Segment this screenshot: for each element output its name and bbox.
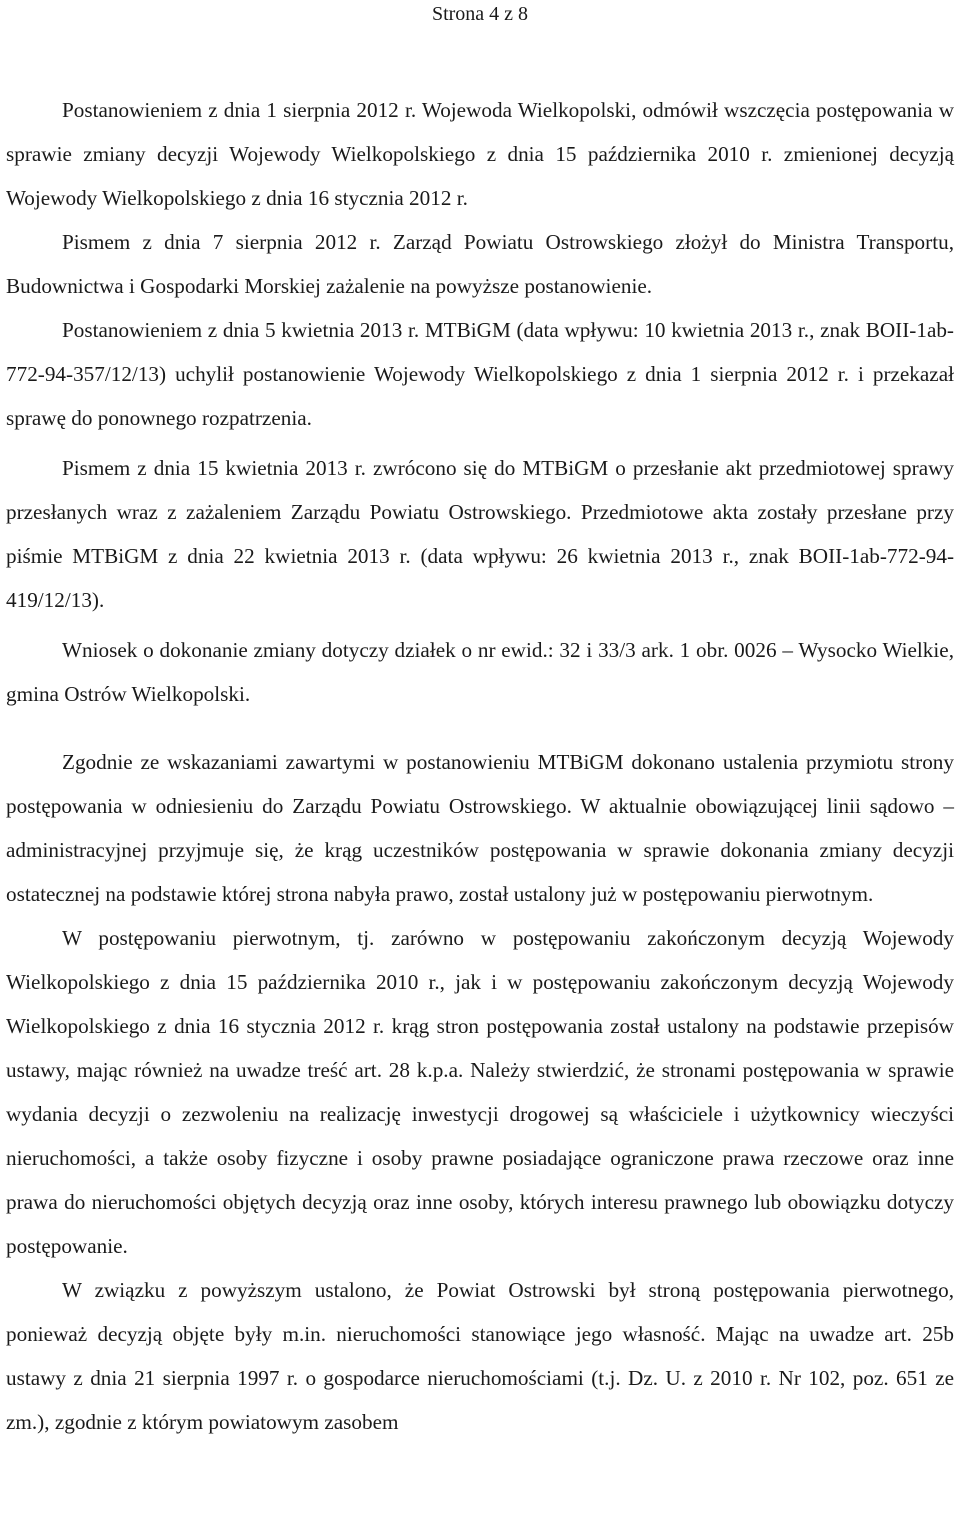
page-number: Strona 4 z 8 bbox=[431, 3, 529, 25]
paragraph-7: W postępowaniu pierwotnym, tj. zarówno w postępowaniu zakończonym decyzją Wojewody Wielkopolskiego z dnia 15 października 2010 r., jak i w postępowaniu zakończonym decyzją Wojewody Wielkopolskiego z dnia 16 stycznia 2012 r. krąg stron postępowania został ustalony na podstawie przepisów ustawy, mając również na uwadze treść art. 28 k.p.a. Należy stwierdzić, że stronami postępowania w sprawie wydania decyzji o zezwoleniu na realizację inwestycji drogowej są właściciele i użytkownicy wieczyści nieruchomości, a także osoby fizyczne i osoby prawne posiadające ograniczone prawa rzeczowe oraz inne prawa do nieruchomości objętych decyzją oraz inne osoby, których interesu prawnego lub obowiązku dotyczy postępowanie. bbox=[6, 926, 954, 1258]
document-body bbox=[6, 88, 954, 1444]
paragraph-6: Zgodnie ze wskazaniami zawartymi w postanowieniu MTBiGM dokonano ustalenia przymiotu strony postępowania w odniesieniu do Zarządu Powiatu Ostrowskiego. W aktualnie obowiązującej linii sądowo – administracyjnej przyjmuje się, że krąg uczestników postępowania w sprawie dokonania zmiany decyzji ostatecznej na podstawie której strona nabyła prawo, został ustalony już w postępowaniu pierwotnym. bbox=[6, 750, 954, 906]
paragraph-8: W związku z powyższym ustalono, że Powiat Ostrowski był stroną postępowania pierwotnego, ponieważ decyzją objęte były m.in. nieruchomości stanowiące jego własność. Mając na uwadze art. 25b ustawy z dnia 21 sierpnia 1997 r. o gospodarce nieruchomościami (t.j. Dz. U. z 2010 r. Nr 102, poz. 651 ze zm.), zgodnie z którym powiatowym zasobem bbox=[6, 1278, 954, 1434]
paragraph-2: Pismem z dnia 7 sierpnia 2012 r. Zarząd Powiatu Ostrowskiego złożył do Ministra Transportu, Budownictwa i Gospodarki Morskiej zażalenie na powyższe postanowienie. bbox=[6, 230, 954, 298]
paragraph-5: Wniosek o dokonanie zmiany dotyczy działek o nr ewid.: 32 i 33/3 ark. 1 obr. 0026 – Wysocko Wielkie, gmina Ostrów Wielkopolski. bbox=[6, 638, 954, 706]
paragraph-3: Postanowieniem z dnia 5 kwietnia 2013 r. MTBiGM (data wpływu: 10 kwietnia 2013 r., znak BOII-1ab-772-94-357/12/13) uchylił postanowienie Wojewody Wielkopolskiego z dnia 1 sierpnia 2012 r. i przekazał sprawę do ponownego rozpatrzenia. bbox=[6, 318, 954, 430]
paragraph-4: Pismem z dnia 15 kwietnia 2013 r. zwrócono się do MTBiGM o przesłanie akt przedmiotowej sprawy przesłanych wraz z zażaleniem Zarządu Powiatu Ostrowskiego. Przedmiotowe akta zostały przesłane przy piśmie MTBiGM z dnia 22 kwietnia 2013 r. (data wpływu: 26 kwietnia 2013 r., znak BOII-1ab-772-94-419/12/13). bbox=[6, 456, 954, 612]
paragraph-1: Postanowieniem z dnia 1 sierpnia 2012 r. Wojewoda Wielkopolski, odmówił wszczęcia postępowania w sprawie zmiany decyzji Wojewody Wielkopolskiego z dnia 15 października 2010 r. zmienionej decyzją Wojewody Wielkopolskiego z dnia 16 stycznia 2012 r. bbox=[6, 98, 954, 210]
